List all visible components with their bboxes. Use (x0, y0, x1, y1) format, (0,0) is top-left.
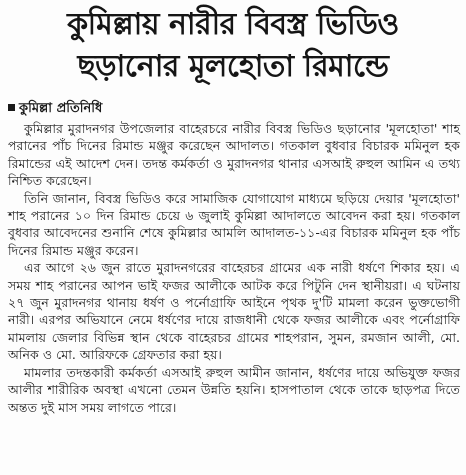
headline-line-1: কুমিল্লায় নারীর বিবস্ত্র ভিডিও (67, 7, 399, 42)
byline (8, 101, 102, 117)
square-bullet-icon (8, 104, 15, 111)
paragraph-3: এর আগে ২৬ জুন রাতে মুরাদনগরের বাহেরচর গ্রামের এক নারী ধর্ষণে শিকার হয়। এ সময় শাহ পরানের আপন ভাই ফজর আলীকে আটক করে পিটুনি দেন স্থানীয়রা। এ ঘটনায় ২৭ জুন মুরাদনগর থানায় ধর্ষণ ও পর্নোগ্রাফি আইনে পৃথক দু'টি মামলা করেন ভুক্তভোগী নারী। এরপর অভিযানে নেমে ধর্ষণের দায়ে রাজধানী থেকে ফজর আলীকে এবং পর্নোগ্রাফি মামলায় জেলার বিভিন্ন স্থান থেকে বাহেরচর গ্রামের শাহপরান, সুমন, রমজান আলী, মো. অনিক ও মো. আরিফকে গ্রেফতার করা হয়। (8, 260, 460, 363)
paragraph-4: মামলার তদন্তকারী কর্মকর্তা এসআই রুহুল আমীন জানান, ধর্ষণের দায়ে অভিযুক্ত ফজর আলীর শারীরিক অবস্থা এখনো তেমন উন্নতি হয়নি। হাসপাতাল থেকে তাকে ছাড়পত্র দিতে অন্তত দুই মাস সময় লাগতে পারে। (8, 364, 460, 415)
headline (0, 0, 466, 88)
paragraph-2: তিনি জানান, বিবস্ত্র ভিডিও করে সামাজিক যোগাযোগ মাধ্যমে ছড়িয়ে দেয়ার 'মূলহোতা' শাহ পরানের ১০ দিন রিমান্ড চেয়ে ৬ জুলাই কুমিল্লা আদালতে আবেদন করা হয়। গতকাল বুধবার আবেদনের শুনানি শেষে কুমিল্লার আমলি আদালত-১১-এর বিচারক মমিনুল হক পাঁচ দিনের রিমান্ড মঞ্জুর করেন। (8, 190, 460, 258)
paragraph-1: কুমিল্লার মুরাদনগর উপজেলার বাহেরচরে নারীর বিবস্ত্র ভিডিও ছড়ানোর 'মূলহোতা' শাহ পরানের পাঁচ দিনের রিমান্ড মঞ্জুর করেছেন আদালত। গতকাল বুধবার বিচারক মমিনুল হক রিমান্ডের এই আদেশ দেন। তদন্ত কর্মকর্তা ও মুরাদনগর থানার এসআই রুহুল আমিন এ তথ্য নিশ্চিত করেছেন। (8, 121, 460, 189)
article-body (8, 120, 460, 416)
headline-line-2: ছড়ানোর মূলহোতা রিমান্ডে (77, 49, 389, 84)
byline-text: কুমিল্লা প্রতিনিধি (19, 101, 103, 116)
